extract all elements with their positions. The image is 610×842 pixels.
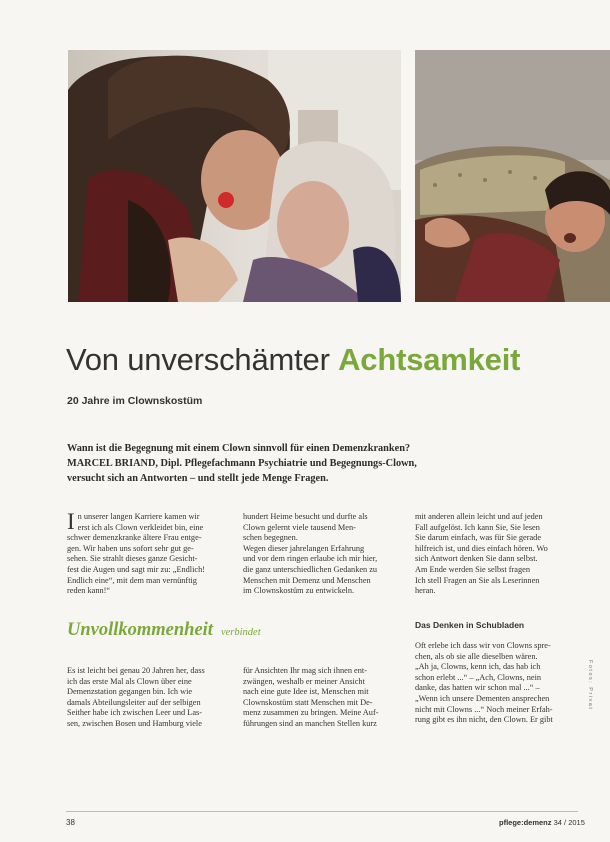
- body-line: Menschen mit Demenz und Menschen: [243, 575, 371, 585]
- body-column-1: [67, 512, 225, 597]
- body-line: sehen. Sie strahlt dieses ganze Gesicht-: [67, 554, 198, 564]
- body-line: ich das erste Mal als Clown über eine: [67, 676, 192, 686]
- article-lead: [67, 441, 507, 486]
- body-line: n unserer langen Karriere kamen wir: [77, 512, 200, 521]
- photo-clown-with-elderly-woman: [68, 50, 401, 302]
- body-line: nicht mit Clowns ...“ Noch meiner Erfah-: [415, 704, 553, 714]
- body-line: damals Abteilungsleiter auf der selbigen: [67, 697, 201, 707]
- section-heading-schubladen: Das Denken in Schubladen: [415, 620, 525, 630]
- body-line: chen, als ob sie alle dieselben wären.: [415, 651, 538, 661]
- headline-accent: Achtsamkeit: [338, 342, 521, 377]
- subhead-sub: verbindet: [220, 627, 261, 638]
- body-line: Sie darum einfach, was für Sie gerade: [415, 533, 542, 543]
- body-column-3-lower: [415, 641, 577, 726]
- body-line: Endlich eine“, mit dem man vernünftig: [67, 575, 197, 585]
- body-line: danke, das hatten wir schon mal ...“ –: [415, 683, 540, 693]
- body-line: rung gibt es ihn nicht, den Clown. Er gibt: [415, 715, 553, 725]
- body-line: „Wenn ich unsere Dementen ansprechen: [415, 693, 550, 703]
- body-line: Es ist leicht bei genau 20 Jahren her, dass: [67, 666, 205, 675]
- body-line: schon erlebt ...“ – „Ach, Clowns, nein: [415, 672, 542, 682]
- body-line: Clownskostüm statt Menschen mit De-: [243, 697, 373, 707]
- body-line: gen. Wir haben uns sofort sehr gut ge-: [67, 543, 194, 553]
- body-line: heran.: [415, 586, 436, 596]
- body-line: menz zusammen zu bringen. Meine Auf-: [243, 708, 379, 718]
- body-line: Wegen dieser jahrelangen Erfahrung: [243, 543, 365, 553]
- body-line: reden kann!“: [67, 586, 111, 596]
- footer-magazine-name: pflege:demenz: [499, 818, 552, 827]
- dropcap: I: [67, 512, 75, 532]
- body-line: Clown gelernt viele tausend Men-: [243, 522, 356, 532]
- body-column-2-lower: [243, 666, 401, 730]
- body-line: Demenzstation gegangen bin. Ich wie: [67, 687, 193, 697]
- headline-main: Von unverschämter: [66, 342, 339, 377]
- body-line: führungen sind an manchen Stellen kurz: [243, 718, 377, 728]
- footer-issue: 34 / 2015: [551, 818, 585, 827]
- body-line: nach eine gute Idee ist, Menschen mit: [243, 687, 369, 697]
- lead-line: Wann ist die Begegnung mit einem Clown sinnvoll für einen Demenzkranken?: [67, 443, 411, 454]
- body-line: Seither habe ich zwischen Leer und Las-: [67, 708, 202, 718]
- body-column-3: [415, 512, 577, 597]
- photo-credit: Fotos: Privat: [587, 660, 593, 711]
- body-line: fest die Augen und sagt mir zu: „Endlich!: [67, 564, 206, 574]
- body-line: hilfreich ist, und dies einfach hören. Wo: [415, 543, 548, 553]
- body-line: schen begegnen.: [243, 533, 298, 543]
- body-line: im Clownskostüm zu entwickeln.: [243, 586, 355, 596]
- body-line: für Ansichten Ihr mag sich ihnen ent-: [243, 666, 367, 675]
- body-line: zwängen, weshalb er meiner Ansicht: [243, 676, 365, 686]
- body-line: erst ich als Clown verkleidet bin, eine: [77, 522, 204, 532]
- body-line: „Ah ja, Clowns, kenn ich, das hab ich: [415, 662, 541, 672]
- body-line: Ich stell Fragen an Sie als Leserinnen: [415, 575, 540, 585]
- lead-line: versucht sich an Antworten – und stellt jede Menge Fragen.: [67, 473, 329, 484]
- body-column-1-lower: [67, 666, 225, 730]
- section-subhead: [67, 620, 261, 641]
- lead-line: MARCEL BRIAND, Dipl. Pflegefachmann Psychiatrie und Begegnungs-Clown,: [67, 458, 417, 469]
- body-line: und vor dem ringen erlaube ich mir hier,: [243, 554, 378, 564]
- footer-magazine: [499, 818, 585, 827]
- page-number: 38: [66, 818, 75, 827]
- body-line: Fall aufgelöst. Ich kann Sie, Sie lesen: [415, 522, 540, 532]
- body-column-2: [243, 512, 401, 597]
- photo-clown-on-sofa: [415, 50, 610, 302]
- subhead-main: Unvollkommenheit: [67, 620, 213, 640]
- body-line: sen, zwischen Bosen und Hamburg viele: [67, 718, 202, 728]
- body-line: mit anderen allein leicht und auf jeden: [415, 512, 543, 521]
- body-line: hundert Heime besucht und durfte als: [243, 512, 368, 521]
- footer-rule: [66, 811, 578, 812]
- body-line: Am Ende werden Sie selbst fragen: [415, 564, 530, 574]
- article-subline: 20 Jahre im Clownskostüm: [67, 395, 203, 407]
- body-line: sich Antwort denken Sie dann selbst.: [415, 554, 538, 564]
- body-line: schwer demenzkranke ältere Frau entge-: [67, 533, 202, 543]
- body-line: die ganz unterschiedlichen Gedanken zu: [243, 564, 378, 574]
- body-line: Oft erlebe ich dass wir von Clowns spre-: [415, 641, 551, 650]
- article-headline: [66, 342, 596, 378]
